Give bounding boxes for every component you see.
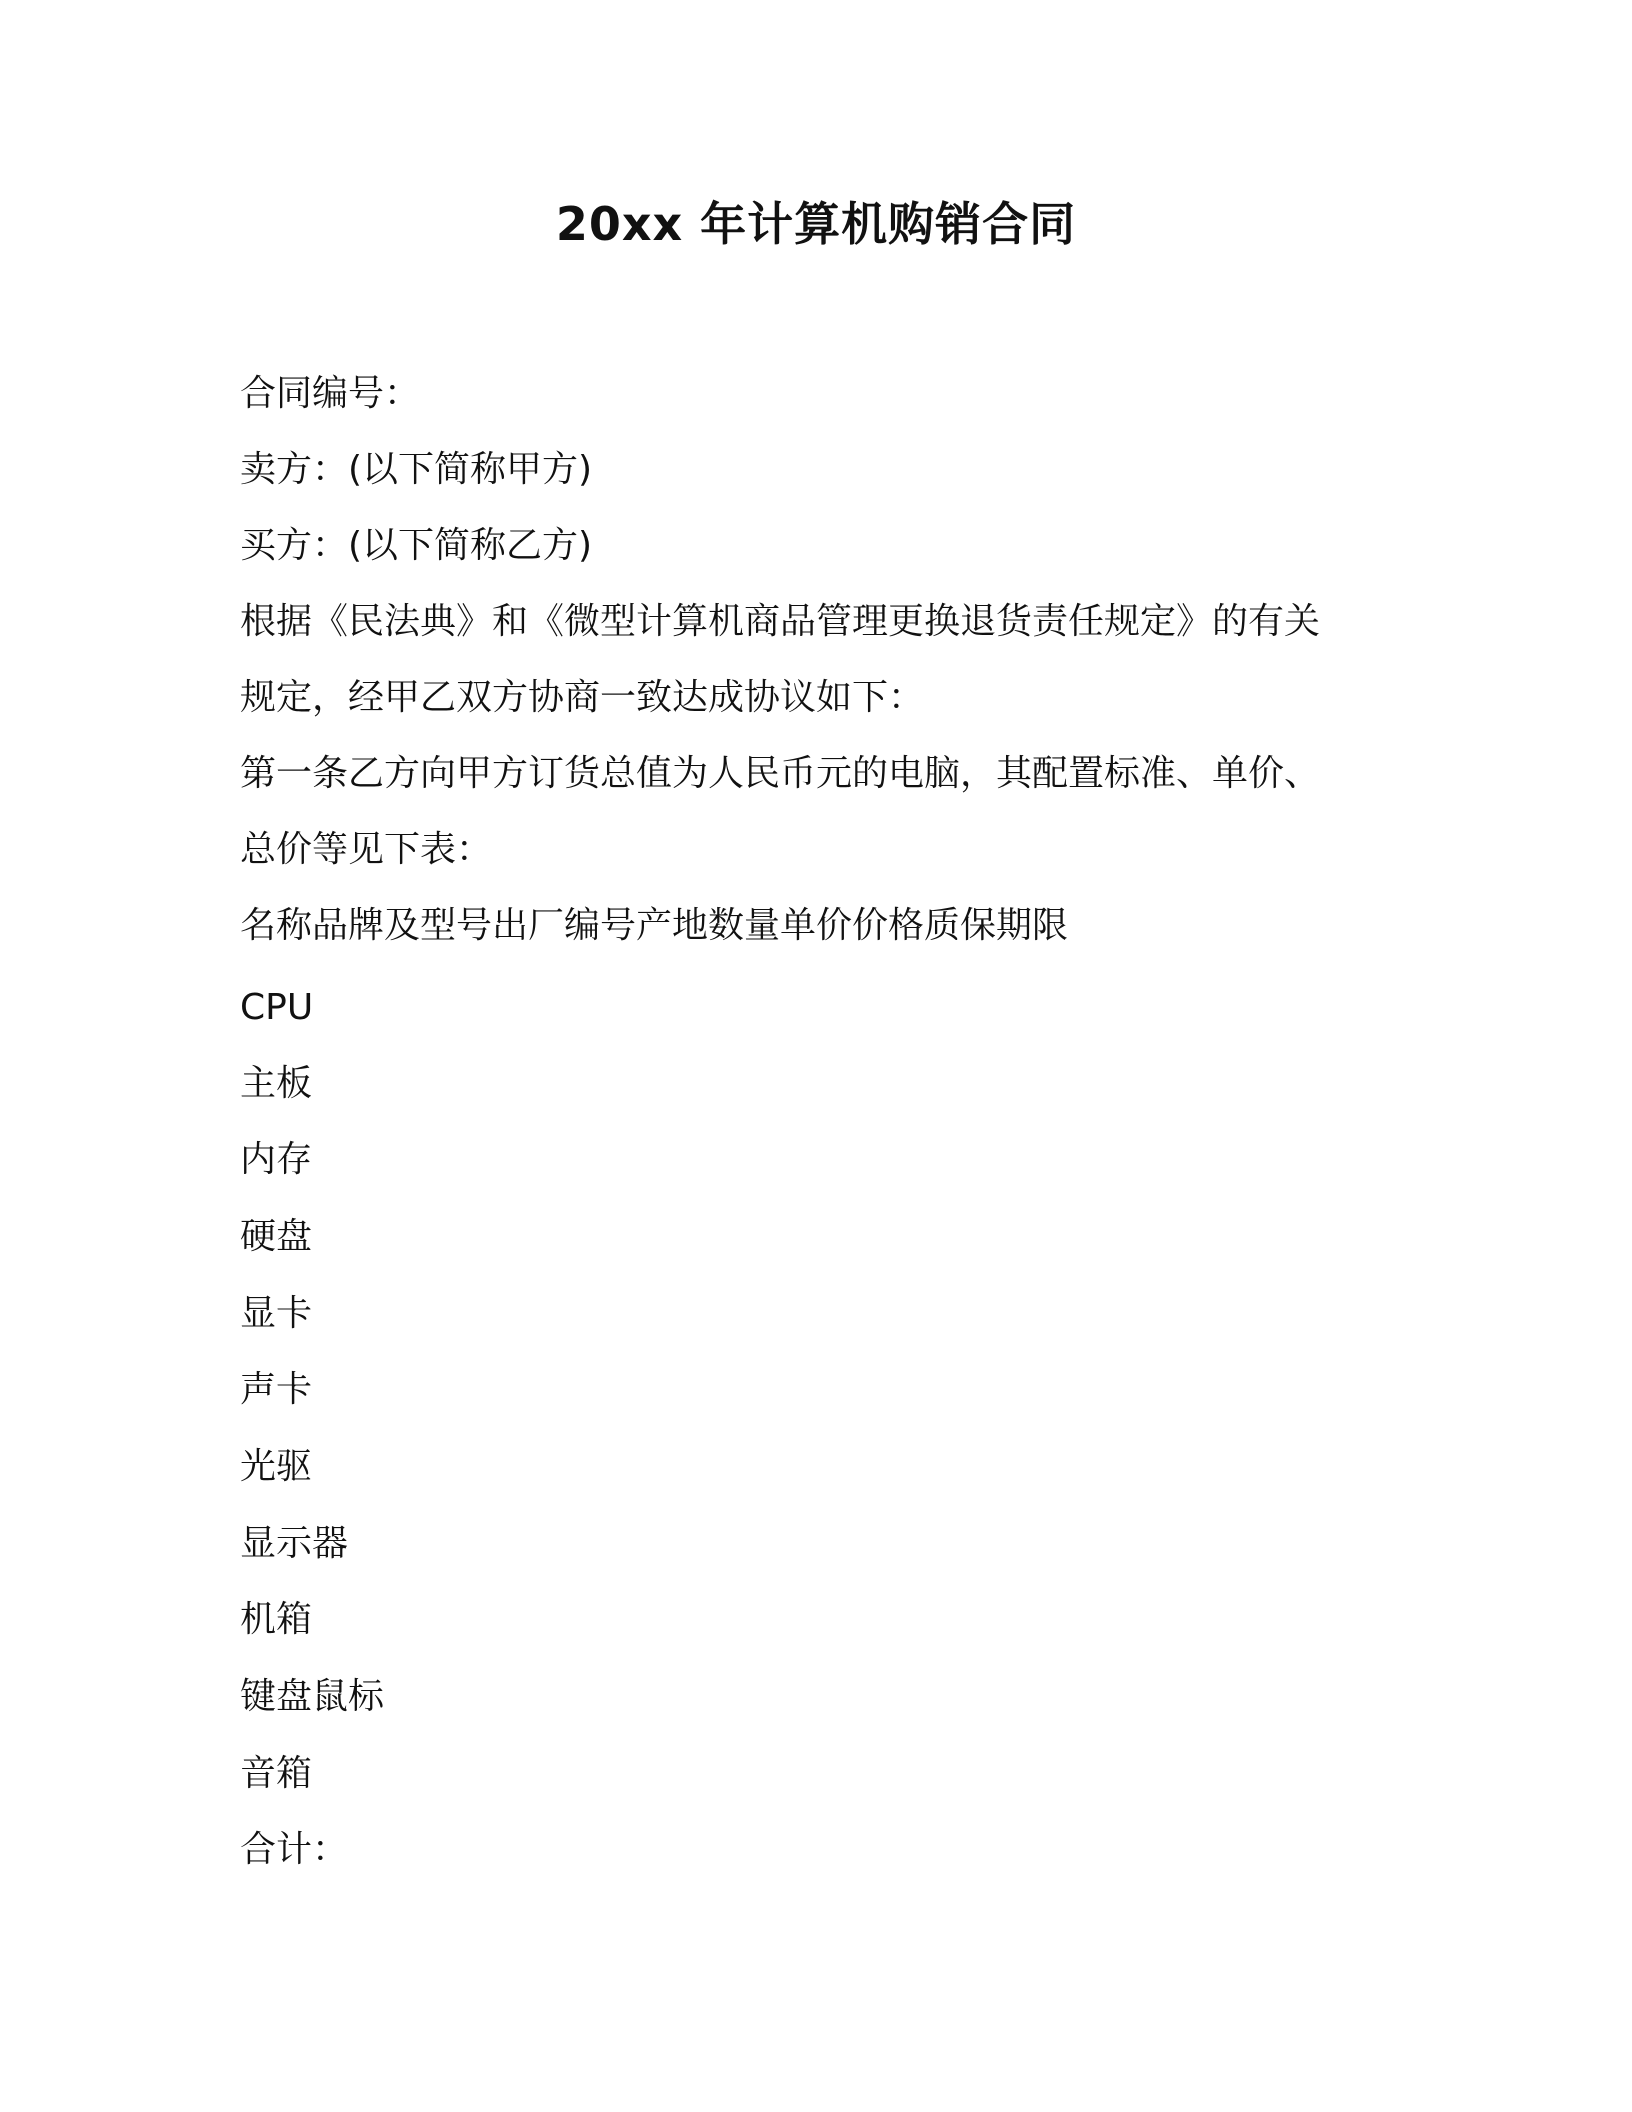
item-sound-card: 声卡: [240, 1369, 313, 1410]
item-total: 合计：: [240, 1829, 349, 1870]
item-keyboard-mouse: 键盘鼠标: [240, 1676, 385, 1717]
item-motherboard: 主板: [240, 1063, 313, 1104]
item-graphics-card: 显卡: [240, 1293, 313, 1334]
basis-line-1: 根据《民法典》和《微型计算机商品管理更换退货责任规定》的有关: [240, 601, 1321, 642]
item-speakers: 音箱: [240, 1753, 313, 1794]
item-hard-disk: 硬盘: [240, 1216, 313, 1257]
contract-title: 20xx 年计算机购销合同: [555, 197, 1077, 251]
item-monitor: 显示器: [240, 1523, 349, 1564]
item-cpu: CPU: [240, 987, 314, 1028]
table-header-line: 名称品牌及型号出厂编号产地数量单价价格质保期限: [240, 905, 1069, 946]
seller-line: 卖方：(以下简称甲方): [240, 449, 593, 490]
contract-number-line: 合同编号：: [240, 373, 421, 414]
basis-line-2: 规定，经甲乙双方协商一致达成协议如下：: [240, 677, 925, 718]
item-case: 机箱: [240, 1599, 313, 1640]
article-one-line-2: 总价等见下表：: [240, 829, 493, 870]
item-memory: 内存: [240, 1139, 313, 1180]
item-optical-drive: 光驱: [240, 1446, 313, 1487]
buyer-line: 买方：(以下简称乙方): [240, 525, 593, 566]
article-one-line-1: 第一条乙方向甲方订货总值为人民币元的电脑，其配置标准、单价、: [240, 753, 1321, 794]
